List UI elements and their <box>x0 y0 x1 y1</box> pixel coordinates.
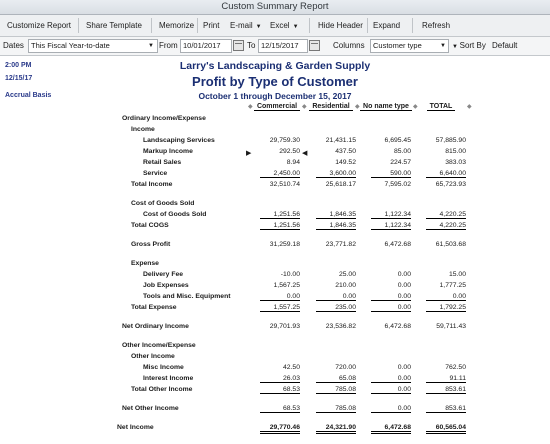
to-label: To <box>247 41 256 50</box>
column-header-label: No name type <box>360 103 412 111</box>
sortby-label-text: Sort By <box>459 41 486 50</box>
column-handle-icon[interactable]: ◆ <box>248 104 253 110</box>
row-value[interactable]: 0.00 <box>316 293 356 301</box>
row-value[interactable]: 23,771.82 <box>325 241 356 248</box>
column-handle-icon[interactable]: ◆ <box>413 104 418 110</box>
calendar-icon[interactable] <box>309 40 320 51</box>
print-button[interactable]: Print <box>203 21 220 30</box>
row-value[interactable]: 853.61 <box>426 405 466 413</box>
customize-report-button[interactable]: Customize Report <box>7 21 72 30</box>
row-value[interactable]: 32,510.74 <box>269 181 300 188</box>
row-label: Net Income <box>117 424 154 431</box>
row-value[interactable]: 57,885.90 <box>435 137 466 144</box>
row-value[interactable]: 210.00 <box>335 282 356 289</box>
report-row[interactable] <box>0 181 550 191</box>
row-value[interactable]: 60,565.04 <box>426 424 466 434</box>
row-label: Net Ordinary Income <box>122 323 189 330</box>
column-handle-icon[interactable]: ◆ <box>355 104 360 110</box>
report-date-range: October 1 through December 15, 2017 <box>198 91 352 101</box>
toolbar-divider <box>367 18 368 33</box>
from-date-input[interactable]: 10/01/2017 <box>180 39 232 53</box>
row-label: Net Other Income <box>122 405 179 412</box>
report-row[interactable] <box>0 293 550 303</box>
row-label: Total Expense <box>131 304 177 311</box>
report-row[interactable] <box>0 375 550 385</box>
row-label: Retail Sales <box>143 159 182 166</box>
row-value[interactable]: 91.11 <box>426 375 466 383</box>
dropdown-arrow-icon: ▼ <box>255 24 262 30</box>
row-value[interactable]: 720.00 <box>335 364 356 371</box>
row-value[interactable]: 6,695.45 <box>384 137 411 144</box>
toolbar-divider <box>78 18 79 33</box>
report-title: Profit by Type of Customer <box>192 74 358 89</box>
row-value[interactable]: 25,618.17 <box>325 181 356 188</box>
row-value[interactable]: 0.00 <box>397 271 411 278</box>
toolbar-divider <box>309 18 310 33</box>
report-row[interactable] <box>0 386 550 396</box>
row-label: Interest Income <box>143 375 194 382</box>
dropdown-arrow-icon: ▼ <box>452 44 460 50</box>
row-value[interactable]: 235.00 <box>316 304 356 312</box>
columns-label: Columns <box>333 41 365 50</box>
row-label: Markup Income <box>143 148 193 155</box>
report-row[interactable] <box>0 200 550 210</box>
column-header-label: Commercial <box>254 103 300 111</box>
row-value[interactable]: 0.00 <box>260 293 300 301</box>
row-value[interactable]: 15.00 <box>448 271 466 278</box>
row-value[interactable]: 149.52 <box>335 159 356 166</box>
row-value[interactable]: 1,792.25 <box>426 304 466 312</box>
report-row[interactable] <box>0 271 550 281</box>
dropdown-arrow-icon: ▼ <box>292 24 299 30</box>
row-value[interactable]: 1,251.56 <box>260 211 300 219</box>
excel-button[interactable] <box>266 18 303 34</box>
report-row[interactable] <box>0 222 550 232</box>
row-value[interactable]: 68.53 <box>260 405 300 413</box>
row-value[interactable]: 31,259.18 <box>269 241 300 248</box>
row-value[interactable]: 2,450.00 <box>260 170 300 178</box>
row-value[interactable]: 0.00 <box>371 375 411 383</box>
window-titlebar <box>0 0 550 15</box>
row-label: Expense <box>131 260 159 267</box>
report-row[interactable] <box>0 405 550 415</box>
row-value[interactable]: 1,567.25 <box>273 282 300 289</box>
row-value[interactable]: 437.50 <box>335 148 356 155</box>
row-value[interactable]: 1,122.34 <box>371 222 411 230</box>
row-value[interactable]: 0.00 <box>371 304 411 312</box>
column-handle-icon[interactable]: ◆ <box>302 104 307 110</box>
row-value[interactable]: 68.53 <box>260 386 300 394</box>
column-header-label: TOTAL <box>427 103 456 111</box>
dropdown-arrow-icon: ▼ <box>440 43 446 49</box>
row-label: Cost of Goods Sold <box>143 211 207 218</box>
row-value[interactable]: 4,220.25 <box>426 211 466 219</box>
row-value[interactable]: 61,503.68 <box>435 241 466 248</box>
row-value[interactable]: 762.50 <box>445 364 466 371</box>
column-header-residential[interactable] <box>305 103 357 110</box>
row-value[interactable]: 1,122.34 <box>371 211 411 219</box>
row-value[interactable]: 65.08 <box>316 375 356 383</box>
columns-dropdown[interactable] <box>370 39 449 53</box>
row-value[interactable]: 224.57 <box>390 159 411 166</box>
column-header-no-name-type[interactable] <box>358 103 414 110</box>
calendar-icon[interactable] <box>233 40 244 51</box>
row-value[interactable]: 1,557.25 <box>260 304 300 312</box>
row-label: Total Income <box>131 181 173 188</box>
memorize-button[interactable]: Memorize <box>159 21 195 30</box>
row-value[interactable]: 6,472.68 <box>371 424 411 434</box>
hide-header-button[interactable]: Hide Header <box>318 21 363 30</box>
window-title: Custom Summary Report <box>221 1 329 12</box>
row-value[interactable]: 785.08 <box>316 386 356 394</box>
row-label: Other Income/Expense <box>122 342 196 349</box>
row-value[interactable]: 25.00 <box>338 271 356 278</box>
report-row[interactable] <box>0 148 550 158</box>
row-value[interactable]: 42.50 <box>282 364 300 371</box>
dropdown-arrow-icon: ▼ <box>148 43 154 49</box>
row-label: Total COGS <box>131 222 169 229</box>
column-handle-icon[interactable]: ◆ <box>467 104 472 110</box>
row-value[interactable]: 65,723.93 <box>435 181 466 188</box>
report-row[interactable] <box>0 211 550 221</box>
row-value[interactable]: 8.94 <box>286 159 300 166</box>
report-row[interactable] <box>0 424 550 434</box>
toolbar-divider <box>151 18 152 33</box>
row-value[interactable]: 0.00 <box>371 293 411 301</box>
report-basis: Accrual Basis <box>5 92 52 99</box>
row-label: Total Other Income <box>131 386 193 393</box>
dates-label: Dates <box>3 41 24 50</box>
excel-label: Excel <box>270 21 290 30</box>
row-value[interactable]: 4,220.25 <box>426 222 466 230</box>
row-value[interactable]: 853.61 <box>426 386 466 394</box>
column-header-label: Residential <box>309 103 352 111</box>
report-row[interactable] <box>0 137 550 147</box>
report-filter-bar <box>0 37 550 56</box>
row-value[interactable]: 0.00 <box>371 405 411 413</box>
row-value[interactable]: 23,536.82 <box>325 323 356 330</box>
column-header-commercial[interactable] <box>252 103 302 110</box>
report-row[interactable] <box>0 282 550 292</box>
to-date-input[interactable]: 12/15/2017 <box>258 39 308 53</box>
row-label: Other Income <box>131 353 175 360</box>
row-value[interactable]: -10.00 <box>280 271 300 278</box>
row-value[interactable]: 0.00 <box>397 364 411 371</box>
report-row[interactable] <box>0 170 550 180</box>
row-value[interactable]: 1,846.35 <box>316 222 356 230</box>
report-row[interactable] <box>0 115 550 125</box>
row-value[interactable]: 7,595.02 <box>384 181 411 188</box>
sortby-label[interactable] <box>452 40 486 51</box>
row-label: Ordinary Income/Expense <box>122 115 206 122</box>
row-label: Cost of Goods Sold <box>131 200 195 207</box>
report-row[interactable] <box>0 353 550 363</box>
row-label: Service <box>143 170 168 177</box>
row-value[interactable]: 6,472.68 <box>384 323 411 330</box>
row-value[interactable]: 785.08 <box>316 405 356 413</box>
email-button[interactable] <box>226 18 266 34</box>
toolbar-divider <box>412 18 413 33</box>
refresh-button[interactable]: Refresh <box>422 21 451 30</box>
report-row[interactable] <box>0 159 550 169</box>
row-value[interactable]: 29,770.46 <box>260 424 300 434</box>
row-value[interactable]: 1,846.35 <box>316 211 356 219</box>
columns-value: Customer type <box>373 41 422 50</box>
row-value[interactable]: 590.00 <box>371 170 411 178</box>
row-selector-right-icon: ▶ <box>246 150 252 157</box>
row-label: Landscaping Services <box>143 137 215 144</box>
email-label: E-mail <box>230 21 253 30</box>
row-label: Job Expenses <box>143 282 189 289</box>
report-row[interactable] <box>0 260 550 270</box>
company-name: Larry's Landscaping & Garden Supply <box>179 60 371 72</box>
row-value[interactable]: 1,777.25 <box>439 282 466 289</box>
report-toolbar <box>0 15 550 37</box>
row-value[interactable]: 0.00 <box>426 293 466 301</box>
row-value[interactable]: 6,640.00 <box>426 170 466 178</box>
report-row[interactable] <box>0 304 550 314</box>
row-value[interactable]: 85.00 <box>393 148 411 155</box>
row-value[interactable]: 29,701.93 <box>269 323 300 330</box>
row-label: Income <box>131 126 155 133</box>
row-value[interactable]: 0.00 <box>371 386 411 394</box>
report-row[interactable] <box>0 323 550 333</box>
report-time: 2:00 PM <box>5 62 32 69</box>
row-value[interactable]: 815.00 <box>445 148 466 155</box>
dates-value: This Fiscal Year-to-date <box>31 41 110 50</box>
row-value[interactable]: 6,472.68 <box>384 241 411 248</box>
report-row[interactable] <box>0 342 550 352</box>
row-value[interactable]: 0.00 <box>397 282 411 289</box>
row-label: Delivery Fee <box>143 271 184 278</box>
column-header-total[interactable] <box>418 103 464 110</box>
row-value[interactable]: 383.03 <box>445 159 466 166</box>
dates-dropdown[interactable] <box>28 39 158 53</box>
report-date: 12/15/17 <box>5 75 33 82</box>
report-row[interactable] <box>0 126 550 136</box>
sortby-value[interactable]: Default <box>492 41 518 50</box>
row-label: Misc Income <box>143 364 184 371</box>
row-label: Tools and Misc. Equipment <box>143 293 231 300</box>
row-value[interactable]: 1,251.56 <box>260 222 300 230</box>
row-value[interactable]: 3,600.00 <box>316 170 356 178</box>
row-value[interactable]: 29,759.30 <box>269 137 300 144</box>
row-value[interactable]: 26.03 <box>260 375 300 383</box>
from-label: From <box>159 41 178 50</box>
share-template-button[interactable]: Share Template <box>86 21 142 30</box>
row-value[interactable]: 21,431.15 <box>325 137 356 144</box>
row-value[interactable]: 24,321.90 <box>316 424 356 434</box>
report-row[interactable] <box>0 364 550 374</box>
row-value[interactable]: 292.50 <box>279 148 300 155</box>
expand-button[interactable]: Expand <box>373 21 401 30</box>
row-label: Gross Profit <box>131 241 171 248</box>
report-row[interactable] <box>0 241 550 251</box>
toolbar-divider <box>197 18 198 33</box>
row-value[interactable]: 59,711.43 <box>436 323 466 330</box>
row-selector-left-icon: ◀ <box>302 150 308 157</box>
